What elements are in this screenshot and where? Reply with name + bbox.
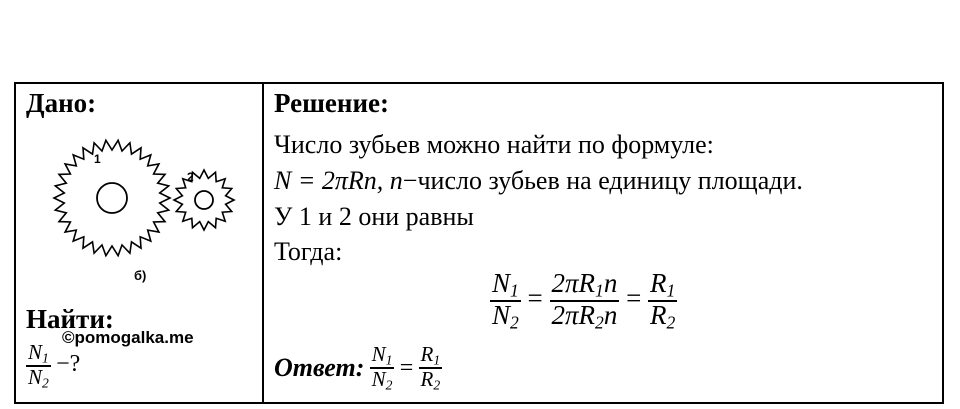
- find-expression: [26, 342, 80, 390]
- find-num-sub: 1: [42, 350, 49, 366]
- solution-table: [14, 82, 944, 404]
- find-heading: Найти:: [26, 304, 114, 334]
- main-equation: [490, 270, 677, 332]
- eq-sign-2: =: [626, 283, 642, 314]
- solution-line-1: Число зубьев можно найти по формуле:: [274, 130, 714, 159]
- watermark: ©pomogalka.me: [62, 328, 194, 347]
- answer-fraction-1: $\frac{N_1}{N_2}$: [371, 342, 393, 393]
- formula-var: n: [389, 166, 403, 195]
- small-gear: [174, 170, 234, 230]
- answer-label: Ответ:: [274, 353, 365, 383]
- find-den: N: [28, 365, 43, 390]
- eq-sign-1: =: [527, 283, 543, 314]
- column-divider: [262, 84, 264, 402]
- large-gear: [54, 140, 170, 255]
- solution-heading: Решение:: [274, 88, 389, 118]
- figure-caption: б): [134, 268, 147, 283]
- answer-eq: =: [399, 355, 414, 382]
- formula-inline: N = 2πRn,: [274, 166, 384, 195]
- answer-line: [274, 344, 442, 392]
- find-suffix: −?: [56, 350, 81, 377]
- find-num: N: [28, 340, 43, 364]
- solution-line-2: [274, 168, 803, 194]
- eq-fraction-3: $\frac{R_1}{R_2}$: [650, 268, 676, 333]
- solution-line-4: Тогда:: [274, 237, 343, 266]
- eq-fraction-1: $\frac{N_1}{N_2}$: [492, 268, 519, 333]
- find-fraction: [26, 342, 51, 390]
- find-den-sub: 2: [42, 375, 49, 391]
- given-heading: Дано:: [26, 88, 97, 118]
- gears-figure: [36, 128, 246, 268]
- solution-line-3: У 1 и 2 они равны: [274, 202, 474, 231]
- large-gear-hub: [97, 183, 127, 213]
- eq-fraction-2: $\frac{2\pi R_1n}{2\pi R_2n}$: [551, 268, 618, 333]
- gear1-label: 1: [94, 152, 101, 166]
- small-gear-hub: [195, 191, 213, 209]
- formula-desc: −число зубьев на единицу площади.: [402, 166, 803, 195]
- answer-fraction-2: $\frac{R_1}{R_2}$: [420, 342, 441, 393]
- gear2-label: 2: [187, 170, 194, 184]
